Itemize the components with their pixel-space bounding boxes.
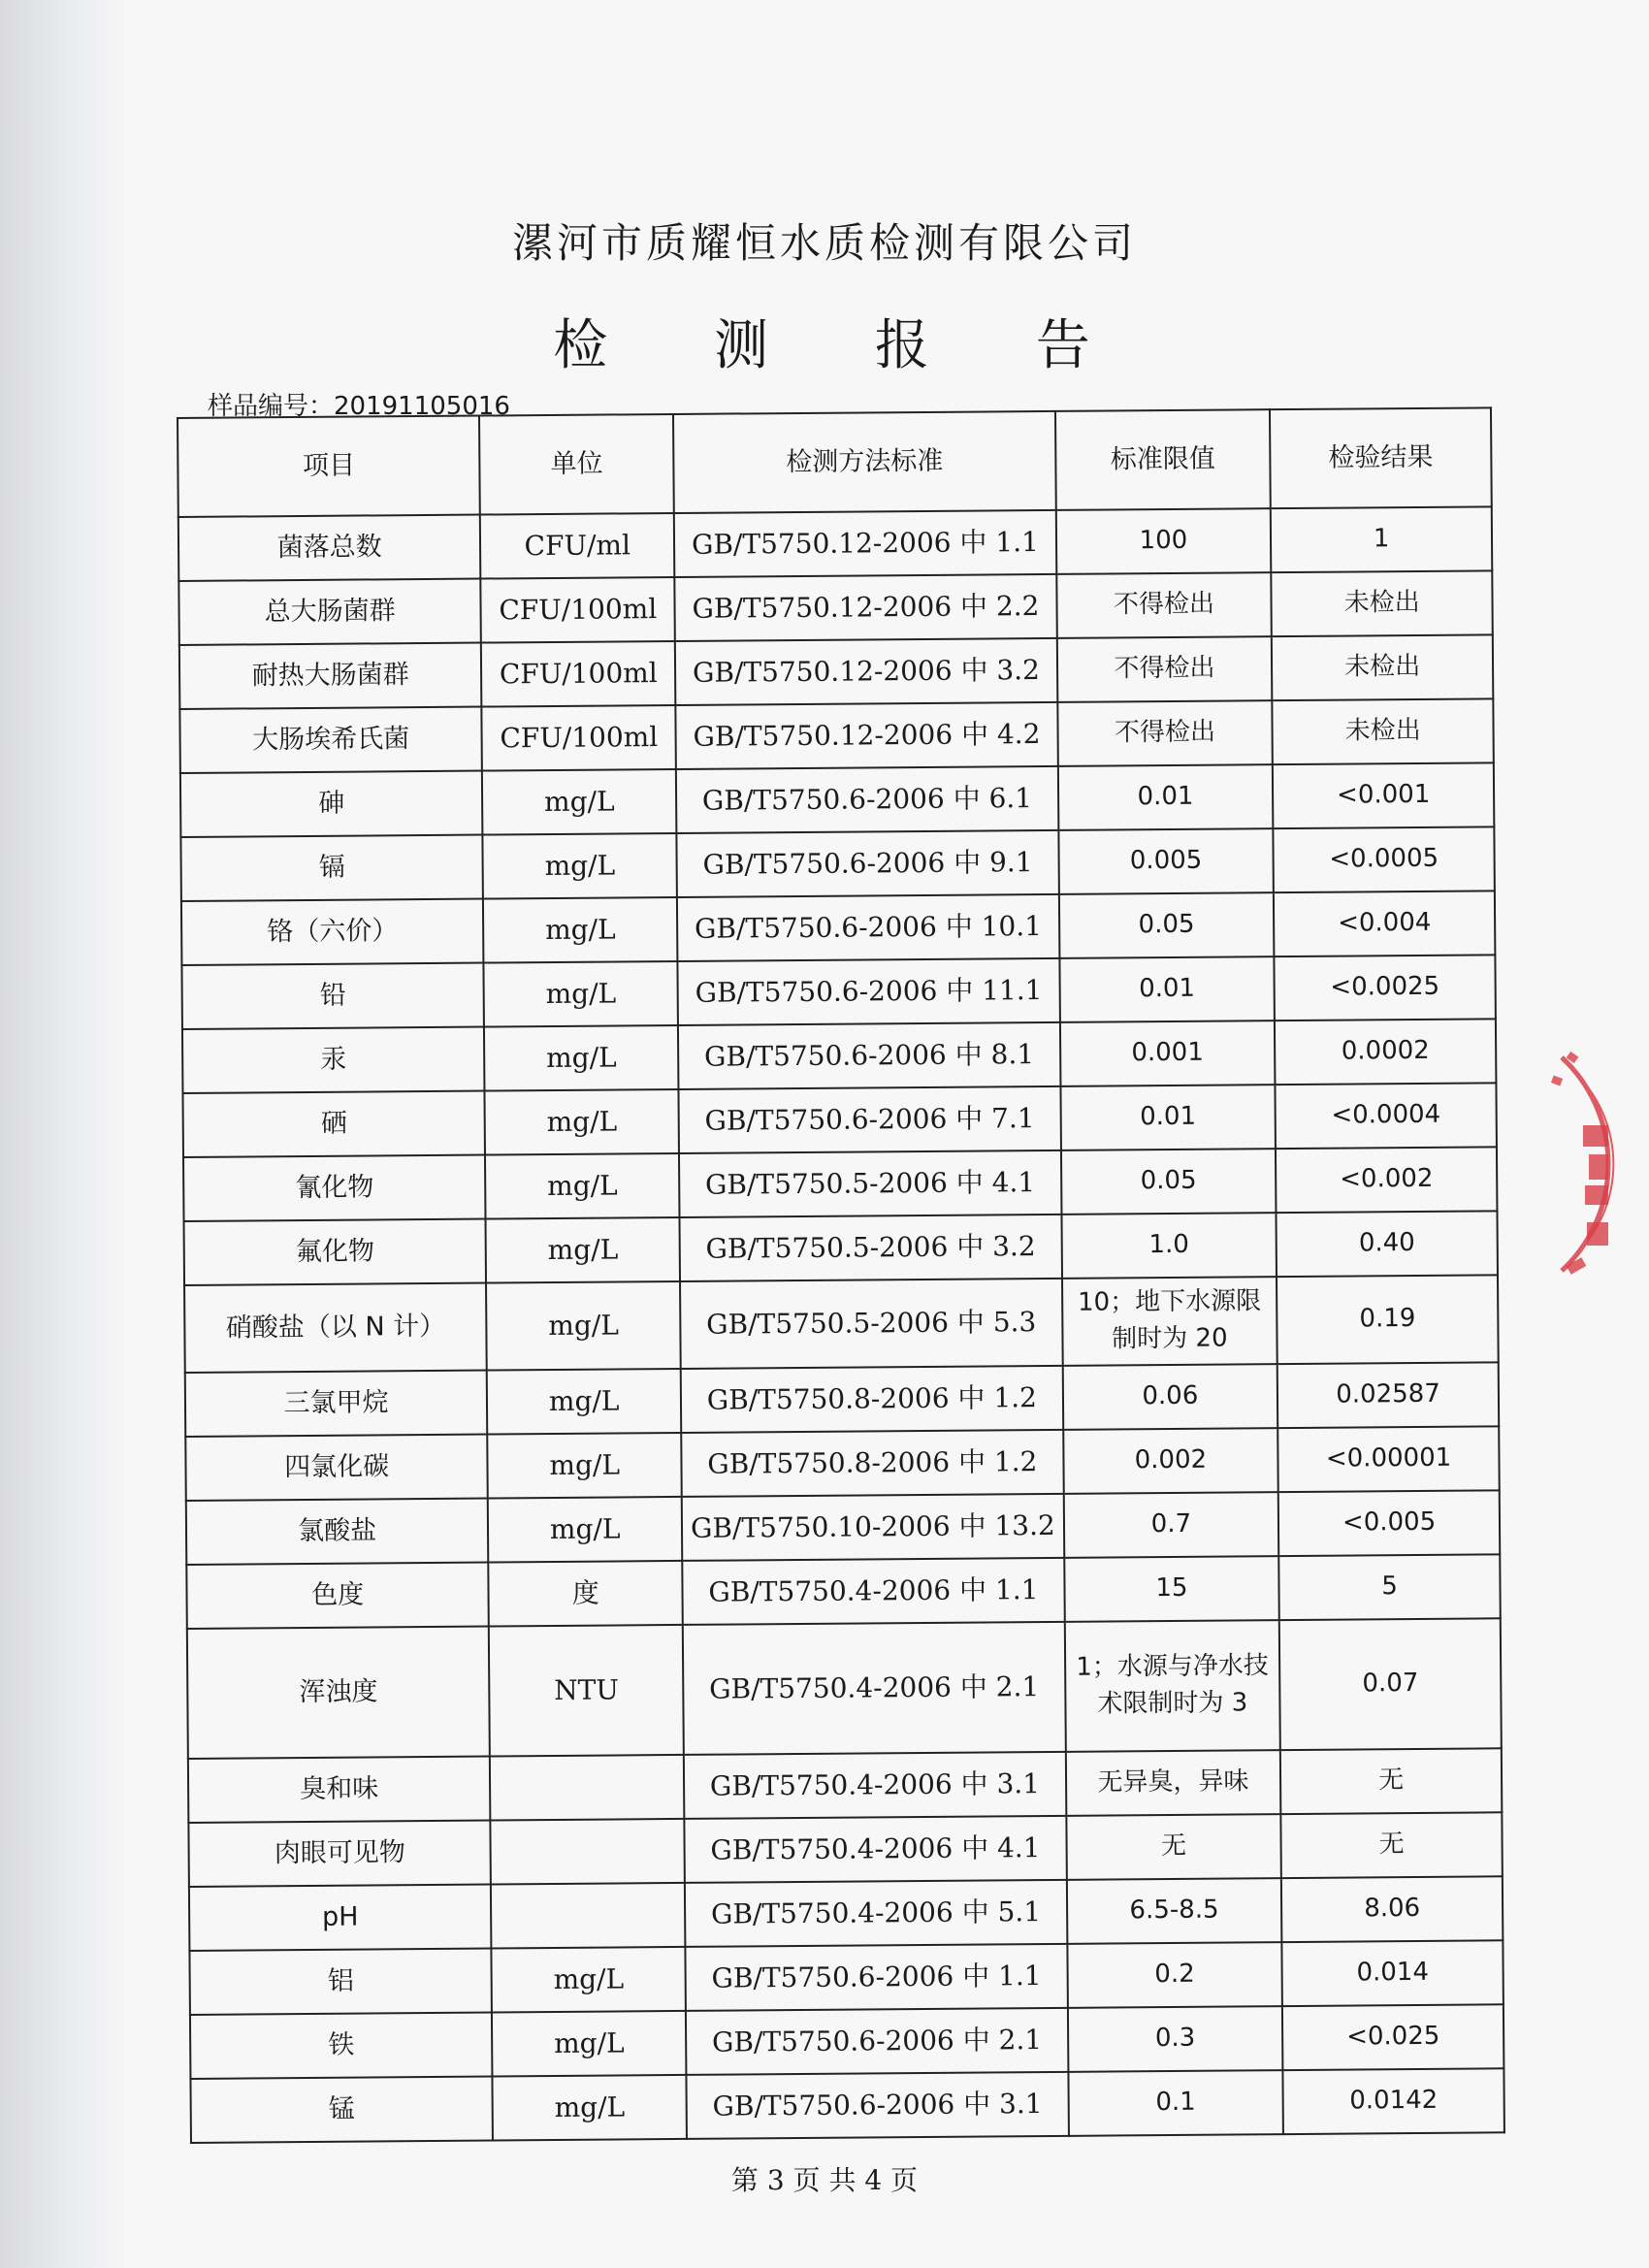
report-title: 检 测 报 告 — [553, 314, 1135, 377]
method-cell: GB/T5750.8-2006 中 1.2 — [681, 1366, 1063, 1433]
limit-cell: 0.001 — [1060, 1021, 1276, 1086]
item-cell: 三氯甲烷 — [185, 1371, 488, 1437]
table-row — [188, 1748, 1502, 1823]
item-cell: 大肠埃希氏菌 — [179, 707, 482, 773]
item-cell: 汞 — [182, 1027, 485, 1093]
item-cell: 铬（六价） — [181, 899, 484, 965]
item-cell: 臭和味 — [188, 1757, 491, 1823]
limit-cell: 15 — [1064, 1556, 1279, 1622]
table-row — [183, 1147, 1497, 1221]
limit-cell: 0.01 — [1057, 764, 1273, 830]
limit-cell: 0.01 — [1060, 1085, 1276, 1150]
unit-cell: mg/L — [482, 769, 676, 835]
limit-cell: 0.05 — [1059, 892, 1275, 958]
table-row — [182, 1083, 1496, 1157]
unit-cell: mg/L — [485, 1089, 679, 1155]
method-cell: GB/T5750.6-2006 中 6.1 — [676, 766, 1058, 833]
unit-cell: mg/L — [484, 961, 678, 1027]
result-cell: 无 — [1281, 1812, 1503, 1878]
method-cell: GB/T5750.12-2006 中 2.2 — [674, 574, 1056, 641]
item-cell: 硒 — [182, 1091, 485, 1157]
unit-cell: 度 — [489, 1561, 683, 1627]
result-cell: <0.025 — [1282, 2004, 1504, 2070]
method-cell: GB/T5750.4-2006 中 1.1 — [682, 1558, 1064, 1625]
limit-cell: 0.01 — [1059, 956, 1275, 1022]
company-seal-stamp — [1533, 1019, 1649, 1310]
table-row — [186, 1490, 1500, 1565]
item-cell: 铝 — [189, 1948, 492, 2014]
method-cell: GB/T5750.6-2006 中 2.1 — [686, 2008, 1068, 2075]
method-cell: GB/T5750.6-2006 中 3.1 — [687, 2072, 1069, 2139]
item-cell: 氰化物 — [183, 1155, 486, 1221]
unit-cell: CFU/ml — [480, 513, 674, 579]
item-cell: 锰 — [190, 2076, 493, 2142]
result-cell: 未检出 — [1273, 698, 1494, 764]
unit-cell — [491, 1883, 685, 1949]
unit-cell: mg/L — [488, 1433, 682, 1499]
item-cell: 铅 — [181, 963, 484, 1029]
item-cell: 氟化物 — [184, 1219, 487, 1285]
column-header-result: 检验结果 — [1270, 407, 1492, 508]
item-cell: 铁 — [190, 2012, 493, 2078]
table-row — [186, 1554, 1500, 1629]
limit-cell: 10；地下水源限制时为 20 — [1062, 1277, 1277, 1366]
result-cell: <0.0004 — [1276, 1083, 1497, 1149]
table-row — [180, 826, 1494, 901]
item-cell: 镉 — [180, 835, 483, 901]
item-cell: 菌落总数 — [178, 515, 481, 581]
result-cell: 0.19 — [1277, 1275, 1498, 1364]
item-cell: 肉眼可见物 — [188, 1821, 491, 1887]
item-cell: 氯酸盐 — [186, 1499, 489, 1565]
unit-cell: mg/L — [493, 2075, 687, 2141]
result-cell: <0.005 — [1278, 1490, 1500, 1556]
table-row — [185, 1426, 1499, 1501]
table-row — [189, 1940, 1503, 2015]
limit-cell: 无 — [1066, 1814, 1281, 1880]
item-cell: 总大肠菌群 — [178, 579, 481, 645]
company-name: 漯河市质耀恒水质检测有限公司 — [511, 219, 1137, 267]
unit-cell: CFU/100ml — [481, 577, 675, 643]
result-cell: <0.001 — [1273, 762, 1494, 828]
limit-cell: 0.3 — [1068, 2006, 1283, 2072]
unit-cell: CFU/100ml — [481, 641, 675, 707]
table-row — [188, 1812, 1502, 1887]
column-header-method: 检测方法标准 — [673, 411, 1055, 513]
column-header-unit: 单位 — [479, 414, 674, 515]
method-cell: GB/T5750.5-2006 中 3.2 — [680, 1215, 1062, 1281]
limit-cell: 0.2 — [1067, 1942, 1282, 2008]
result-cell: 未检出 — [1272, 570, 1493, 636]
unit-cell: mg/L — [483, 833, 677, 899]
page-number: 第 3 页 共 4 页 — [730, 2164, 919, 2196]
method-cell: GB/T5750.12-2006 中 1.1 — [674, 510, 1056, 577]
limit-cell: 0.002 — [1063, 1428, 1278, 1494]
unit-cell — [491, 1819, 685, 1885]
result-cell: 0.07 — [1279, 1618, 1502, 1750]
limit-cell: 0.1 — [1068, 2070, 1283, 2136]
limit-cell: 0.05 — [1061, 1149, 1277, 1215]
result-cell: 5 — [1278, 1554, 1500, 1620]
limit-cell: 不得检出 — [1057, 700, 1273, 766]
column-header-item: 项目 — [178, 416, 480, 517]
result-cell: 0.40 — [1277, 1211, 1498, 1277]
method-cell: GB/T5750.4-2006 中 3.1 — [684, 1752, 1066, 1819]
result-cell: <0.00001 — [1277, 1426, 1499, 1492]
item-cell: 砷 — [180, 771, 483, 837]
method-cell: GB/T5750.12-2006 中 4.2 — [676, 702, 1058, 769]
result-cell: 8.06 — [1281, 1876, 1503, 1942]
result-cell: 0.014 — [1282, 1940, 1504, 2006]
unit-cell: mg/L — [486, 1217, 680, 1283]
result-cell: <0.002 — [1276, 1147, 1497, 1213]
result-cell: <0.004 — [1274, 891, 1495, 956]
limit-cell: 100 — [1055, 508, 1271, 574]
item-cell: 四氯化碳 — [185, 1435, 488, 1501]
unit-cell: NTU — [489, 1625, 684, 1757]
unit-cell: mg/L — [483, 897, 677, 963]
limit-cell: 不得检出 — [1056, 572, 1272, 638]
unit-cell — [490, 1755, 684, 1821]
method-cell: GB/T5750.5-2006 中 4.1 — [679, 1150, 1061, 1217]
result-cell: 1 — [1271, 506, 1492, 572]
table-row — [179, 634, 1493, 709]
results-table — [177, 406, 1505, 2144]
result-cell: <0.0005 — [1274, 826, 1495, 892]
limit-cell: 不得检出 — [1056, 636, 1272, 702]
result-cell: 0.0002 — [1275, 1019, 1496, 1085]
method-cell: GB/T5750.12-2006 中 3.2 — [675, 638, 1057, 705]
unit-cell: mg/L — [484, 1025, 678, 1091]
column-header-limit: 标准限值 — [1055, 409, 1271, 510]
method-cell: GB/T5750.10-2006 中 13.2 — [682, 1494, 1064, 1561]
item-cell: 浑浊度 — [187, 1627, 490, 1759]
method-cell: GB/T5750.6-2006 中 10.1 — [677, 894, 1059, 961]
method-cell: GB/T5750.6-2006 中 8.1 — [678, 1022, 1060, 1089]
result-cell: <0.0025 — [1275, 955, 1496, 1021]
method-cell: GB/T5750.6-2006 中 7.1 — [679, 1086, 1061, 1153]
unit-cell: mg/L — [488, 1497, 682, 1563]
method-cell: GB/T5750.6-2006 中 9.1 — [677, 830, 1059, 897]
method-cell: GB/T5750.4-2006 中 4.1 — [685, 1816, 1067, 1883]
item-cell: pH — [189, 1885, 492, 1951]
table-row — [178, 506, 1492, 581]
unit-cell: mg/L — [486, 1281, 681, 1371]
limit-cell: 0.005 — [1058, 828, 1274, 894]
result-cell: 0.0142 — [1283, 2068, 1504, 2134]
table-header-row — [178, 407, 1492, 517]
table-row — [185, 1362, 1499, 1437]
table-row — [187, 1618, 1502, 1759]
table-row — [181, 955, 1495, 1029]
table-row — [181, 891, 1495, 965]
method-cell: GB/T5750.6-2006 中 11.1 — [678, 958, 1060, 1025]
limit-cell: 1；水源与净水技术限制时为 3 — [1064, 1620, 1280, 1752]
table-row — [184, 1211, 1498, 1285]
method-cell: GB/T5750.8-2006 中 1.2 — [681, 1430, 1063, 1497]
unit-cell: CFU/100ml — [482, 705, 676, 771]
item-cell: 色度 — [186, 1563, 489, 1629]
unit-cell: mg/L — [492, 2011, 686, 2077]
unit-cell: mg/L — [492, 1947, 686, 2013]
unit-cell: mg/L — [485, 1153, 679, 1219]
result-cell: 0.02587 — [1277, 1362, 1499, 1428]
table-row — [184, 1275, 1499, 1373]
table-row — [178, 570, 1492, 645]
limit-cell: 1.0 — [1061, 1213, 1277, 1279]
sample-number: 样品编号：20191105016 — [208, 392, 510, 421]
table-row — [190, 2068, 1504, 2143]
limit-cell: 无异臭，异味 — [1065, 1750, 1280, 1816]
limit-cell: 0.06 — [1062, 1364, 1277, 1430]
table-row — [190, 2004, 1504, 2079]
item-cell: 耐热大肠菌群 — [179, 643, 482, 709]
method-cell: GB/T5750.5-2006 中 5.3 — [680, 1279, 1062, 1369]
method-cell: GB/T5750.6-2006 中 1.1 — [686, 1944, 1068, 2011]
unit-cell: mg/L — [487, 1369, 681, 1435]
method-cell: GB/T5750.4-2006 中 2.1 — [683, 1622, 1065, 1755]
table-row — [182, 1019, 1496, 1093]
limit-cell: 0.7 — [1063, 1492, 1278, 1558]
method-cell: GB/T5750.4-2006 中 5.1 — [685, 1880, 1067, 1947]
table-row — [180, 762, 1494, 837]
result-cell: 未检出 — [1272, 634, 1493, 700]
item-cell: 硝酸盐（以 N 计） — [184, 1283, 487, 1373]
result-cell: 无 — [1280, 1748, 1502, 1814]
limit-cell: 6.5-8.5 — [1066, 1878, 1281, 1944]
table-row — [179, 698, 1493, 773]
table-row — [189, 1876, 1503, 1951]
